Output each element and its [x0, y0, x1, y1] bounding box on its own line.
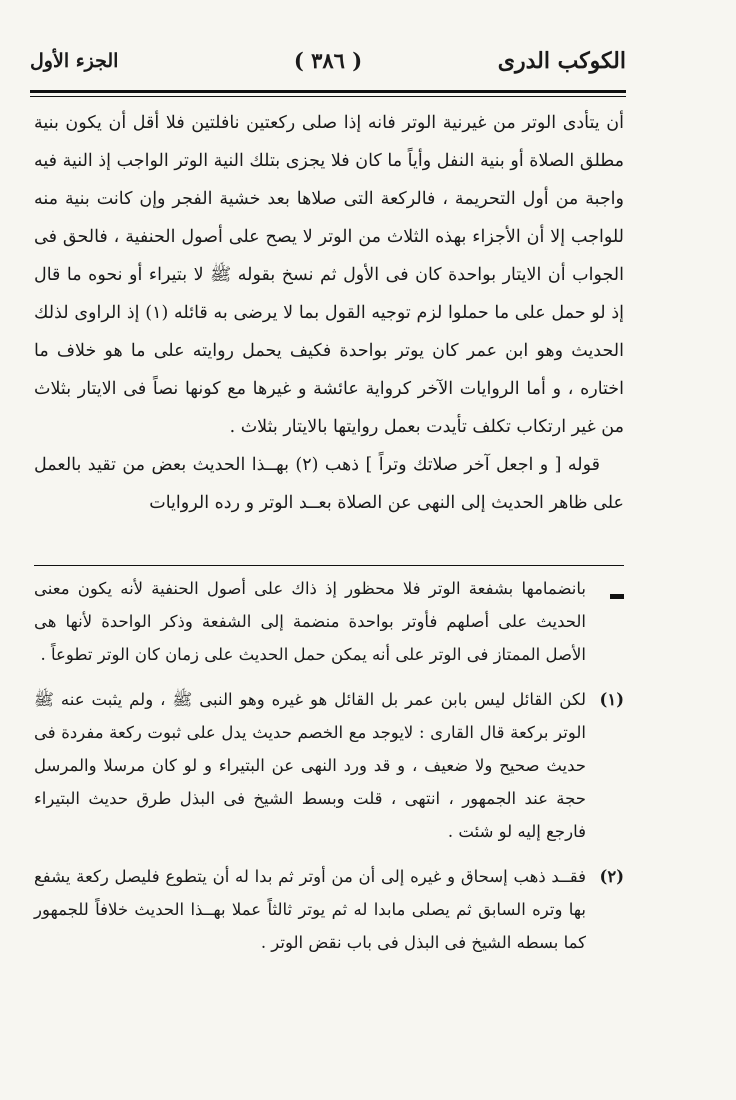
footnote-separator [34, 565, 624, 566]
page-header [30, 44, 626, 84]
continuation-dash-icon [610, 594, 624, 599]
body-paragraph: أن يتأدى الوتر من غيرنية الوتر فانه إذا صلى ركعتين نافلتين فلا أقل أن يكون بنية مطلق الصلاة أو بنية النفل وأياً ما كان فلا يجزى بتلك النية الوتر الواجب إذ النية فيه واجبة من أول التحريمة ، فالركعة التى صلاها بعد خشية الفجر وإن كانت بنية منه للواجب إلا أن الأجزاء بهذه الثلاث من الوتر لا يصح على أصول الحنفية ، فالحق فى الجواب أن الايتار بواحدة كان فى الأول ثم نسخ بقوله ﷺ لا بتيراء أو نحوه ما قال إذ لو حمل على ما حملوا لزم توجيه القول بما لا يرضى به قائله (١) إذ الراوى لذلك الحديث وهو ابن عمر كان يوتر بواحدة فكيف يحمل روايته على ما هو خلاف ما اختاره ، و أما الروايات الآخر كرواية عائشة و غيرها مع كونها نصاً فى الايتار بثلاث من غير ارتكاب تكلف تأيدت بعمل روايتها بالايتار بثلاث . [34, 113, 624, 437]
footnote-continued [34, 572, 624, 671]
footnote-1 [34, 683, 624, 848]
footnote-text: لكن القائل ليس بابن عمر بل القائل هو غيره وهو النبى ﷺ ، ولم يثبت عنه ﷺ الوتر بركعة قال القارى : لايوجد مع الخصم حديث يدل على ثبوت ركعة مفردة فى حديث صحيح ولا ضعيف ، و قد ورد النهى عن البتيراء و لو كان مرسلا والمرسل حجة عند الجمهور ، انتهى ، قلت وبسط الشيخ فى البذل طرق حديث البتيراء فارجع إليه لو شئت . [34, 690, 586, 841]
header-rule-thick [30, 90, 626, 93]
body-paragraph: قوله [ و اجعل آخر صلاتك وتراً ] ذهب (٢) بهــذا الحديث بعض من تقيد بالعمل على ظاهر الحديث إلى النهى عن الصلاة بعــد الوتر و رده الروايات [34, 455, 624, 513]
book-title: الكوكب الدرى [497, 48, 626, 74]
footnote-marker [586, 572, 624, 671]
footnote-2 [34, 860, 624, 959]
page-number: ( ٣٨٦ ) [293, 48, 363, 73]
footnote-text: بانضمامها بشفعة الوتر فلا محظور إذ ذاك على أصول الحنفية لأنه يكون معنى الحديث على أصلهم فأوتر بواحدة منضمة إلى الشفعة وذكر الواحدة لأنها هى الأصل الممتاز فى الوتر على أنه يمكن حمل الحديث على زمان كان الوتر تطوعاً . [34, 579, 586, 664]
part-label: الجزء الأول [30, 50, 119, 72]
footnotes [34, 572, 624, 971]
footnote-marker: (١) [599, 690, 624, 709]
header-rule-thin [30, 96, 626, 97]
main-text [34, 104, 624, 522]
footnote-text: فقــد ذهب إسحاق و غيره إلى أن من أوتر ثم بدا له أن يتطوع فليصل ركعة يشفع بها وتره السابق ثم يصلى مابدا له ثم يوتر ثالثاً عملا بهــذا الحديث خلافاً للجمهور كما بسطه الشيخ فى البذل فى باب نقض الوتر . [34, 867, 586, 952]
footnote-marker: (٢) [599, 867, 624, 886]
